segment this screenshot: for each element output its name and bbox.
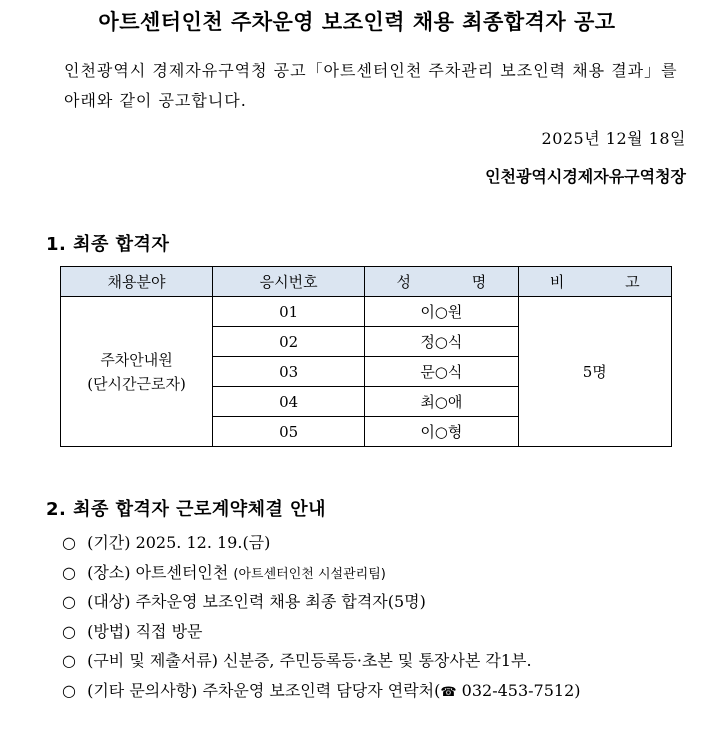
exam-number-cell: 01 — [213, 297, 365, 327]
item-text: (기타 문의사항) 주차운영 보조인력 담당자 연락처( — [87, 680, 441, 700]
name-cell: 문○식 — [365, 357, 518, 387]
announcement-date: 2025년 12월 18일 — [541, 129, 686, 148]
intro-paragraph: 인천광역시 경제자유구역청 공고「아트센터인천 주차관리 보조인력 채용 결과」를 아래와 같이 공고합니다. — [64, 61, 678, 110]
bullet-circle: ○ — [62, 680, 76, 700]
list-item — [62, 587, 581, 617]
item-text: (장소) 아트센터인천 — [87, 562, 234, 582]
list-item — [62, 617, 581, 647]
exam-number-cell: 02 — [213, 327, 365, 357]
table-header-row — [61, 267, 672, 297]
name-cell: 이○원 — [365, 297, 518, 327]
list-item — [62, 558, 581, 588]
item-small-text: (아트센터인천 시설관리팀) — [233, 566, 386, 582]
bullet-circle: ○ — [62, 562, 76, 582]
list-item — [62, 646, 581, 676]
name-cell: 최○애 — [365, 387, 518, 417]
column-header-note — [518, 267, 671, 297]
list-item — [62, 528, 581, 558]
exam-number-cell: 05 — [213, 417, 365, 447]
contract-guide-list — [62, 528, 581, 705]
recruitment-area-cell — [61, 297, 213, 447]
table-row — [61, 297, 672, 327]
bullet-circle: ○ — [62, 592, 76, 611]
phone-icon: ☎ — [440, 684, 457, 700]
area-line2: (단시간근로자) — [87, 374, 186, 393]
item-text: (대상) 주차운영 보조인력 채용 최종 합격자(5명) — [87, 592, 426, 611]
bullet-circle: ○ — [62, 621, 76, 641]
exam-number-cell: 03 — [213, 357, 365, 387]
bullet-circle: ○ — [62, 533, 76, 552]
note-cell: 5명 — [518, 297, 671, 447]
name-cell: 이○형 — [365, 417, 518, 447]
column-header-area: 채용분야 — [61, 267, 213, 297]
name-cell: 정○식 — [365, 327, 518, 357]
item-text: (기간) 2025. 12. 19.(금) — [87, 533, 271, 552]
bullet-circle: ○ — [62, 651, 76, 670]
column-header-name — [365, 267, 518, 297]
section-heading-final-passers: 1. 최종 합격자 — [46, 234, 170, 255]
list-item — [62, 676, 581, 706]
column-header-note-text: 비 고 — [549, 273, 668, 291]
area-line1: 주차안내원 — [100, 350, 173, 369]
section-heading-contract-guide: 2. 최종 합격자 근로계약체결 안내 — [46, 499, 326, 520]
final-passers-table — [60, 266, 672, 447]
exam-number-cell: 04 — [213, 387, 365, 417]
column-header-number: 응시번호 — [213, 267, 365, 297]
item-text: (방법) 직접 방문 — [87, 621, 203, 641]
issuer-name: 인천광역시경제자유구역청장 — [485, 167, 686, 186]
page-title: 아트센터인천 주차운영 보조인력 채용 최종합격자 공고 — [98, 10, 616, 34]
item-text: (구비 및 제출서류) 신분증, 주민등록등·초본 및 통장사본 각1부. — [87, 651, 532, 670]
phone-number: 032-453-7512) — [456, 680, 581, 700]
column-header-name-text: 성 명 — [396, 273, 515, 291]
